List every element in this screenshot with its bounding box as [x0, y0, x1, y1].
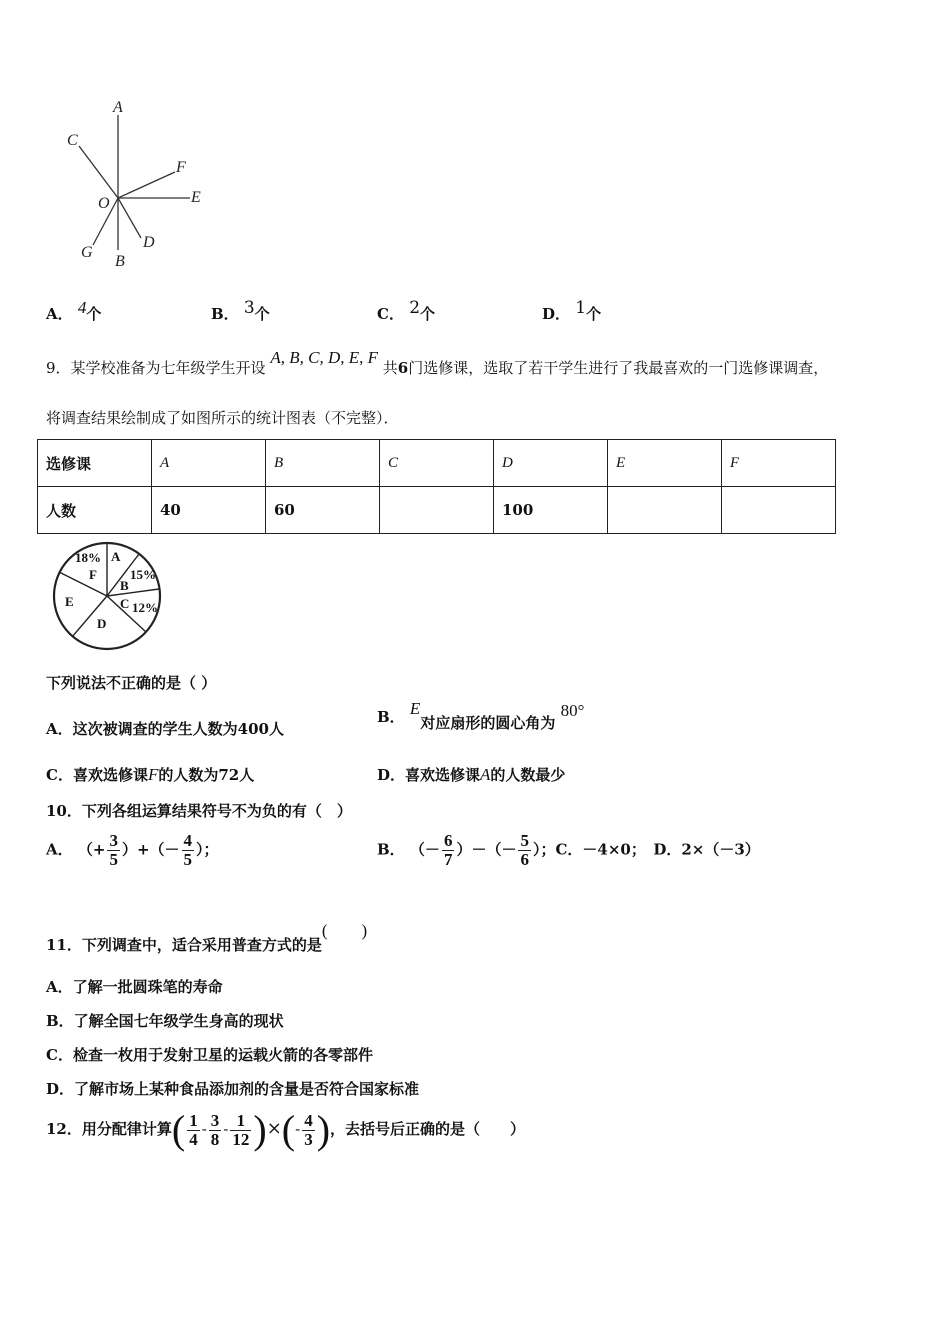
label-f: F — [176, 159, 186, 176]
q10-option-a: A． （+ $\frac{3}{5}$ ）+（－ $\frac{4}{5}$ ）； — [46, 831, 219, 869]
q9-prompt: 下列说法不正确的是（ ） — [46, 674, 217, 692]
q9-option-c: C．喜欢选修课F的人数为72人 — [46, 765, 255, 784]
q11-option-a: A．了解一批圆珠笔的寿命 — [46, 978, 223, 996]
q12-stem: 12．用分配律计算( $\frac{1}{4}$ - $\frac{3}{8}$ - $\frac{1}{12}$ )×(- $\frac{4}{3}$ )，去括号后正确的是（ ） — [46, 1107, 526, 1152]
fraction: $\frac{1}{4}$ — [189, 1110, 198, 1149]
pie-label-e: E — [65, 594, 74, 609]
label-e: E — [191, 189, 201, 206]
q9-option-d: D．喜欢选修课A的人数最少 — [377, 765, 566, 784]
q9-stem-line2: 将调查结果绘制成了如图所示的统计图表（不完整）． — [46, 409, 399, 427]
fraction: $\frac{4}{5}$ — [183, 831, 193, 869]
label-a: A — [113, 99, 123, 116]
fraction: $\frac{3}{8}$ — [210, 1110, 220, 1149]
q10-title: 10．下列各组运算结果符号不为负的有（ ） — [46, 802, 352, 820]
table-row — [38, 487, 836, 534]
q10-option-b-c-d: B． （－ $\frac{6}{7}$ ）－（－ $\frac{5}{6}$ ）；C．－4×0； D．2×（－3） — [377, 831, 760, 869]
lines-figure — [55, 98, 225, 274]
table-cell: B — [266, 440, 380, 487]
pie-label-b-pct: 15% — [130, 567, 156, 582]
pie-label-d: D — [97, 616, 107, 631]
table-cell: 60 — [266, 487, 380, 534]
fraction: $\frac{3}{5}$ — [109, 831, 118, 869]
table-row — [38, 440, 836, 487]
table-cell: F — [722, 440, 836, 487]
table-header-count: 人数 — [38, 487, 152, 534]
pie-label-c: C — [120, 596, 130, 611]
table-cell — [380, 487, 494, 534]
q9-stem-line1: 9．某学校准备为七年级学生开设 A, B, C, D, E, F 共6门选修课，选取了若干学生进行了我最喜欢的一门选修课调查， — [46, 348, 829, 377]
table-cell: C — [380, 440, 494, 487]
table-cell: A — [152, 440, 266, 487]
q9-option-b: B． E对应扇形的圆心角为 80° — [377, 699, 585, 732]
label-c: C — [67, 132, 78, 149]
q11-title: 11．下列调查中，适合采用普查方式的是( ) — [46, 921, 368, 954]
q11-option-d: D．了解市场上某种食品添加剂的含量是否符合国家标准 — [46, 1080, 420, 1098]
table-header-course: 选修课 — [38, 440, 152, 487]
ray-of — [118, 172, 175, 198]
table-cell — [722, 487, 836, 534]
fraction: $\frac{5}{6}$ — [520, 831, 529, 869]
table-cell: 40 — [152, 487, 266, 534]
pie-label-b: B — [120, 578, 129, 593]
table-cell: D — [494, 440, 608, 487]
ray-oc — [79, 146, 118, 198]
q8-option-c: C． $^2$个 — [377, 298, 436, 323]
label-g: G — [81, 244, 93, 261]
table-cell: E — [608, 440, 722, 487]
q8-option-b: B． $^3$个 — [211, 298, 270, 323]
q8-option-a: A． $^4$个 — [46, 298, 102, 323]
label-o: O — [98, 195, 110, 212]
q8-option-d: D． $^1$个 — [542, 298, 602, 323]
table-cell: 100 — [494, 487, 608, 534]
pie-label-c-pct: 12% — [132, 600, 158, 615]
pie-label-a: A — [111, 549, 121, 564]
q11-option-c: C．检查一枚用于发射卫星的运载火箭的各零部件 — [46, 1046, 373, 1064]
fraction: $\frac{4}{3}$ — [304, 1110, 313, 1149]
fraction: $\frac{1}{12}$ — [232, 1110, 250, 1149]
table-cell — [608, 487, 722, 534]
fraction: $\frac{6}{7}$ — [443, 831, 453, 869]
label-b: B — [115, 253, 125, 270]
pie-chart — [50, 538, 168, 656]
label-d: D — [143, 234, 155, 251]
q9-option-a: A．这次被调查的学生人数为400人 — [46, 720, 284, 738]
pie-label-f: F — [89, 567, 97, 582]
q11-option-b: B．了解全国七年级学生身高的现状 — [46, 1012, 284, 1030]
ray-od — [118, 198, 141, 238]
pie-label-f-pct: 18% — [75, 550, 101, 565]
survey-table — [37, 439, 836, 534]
